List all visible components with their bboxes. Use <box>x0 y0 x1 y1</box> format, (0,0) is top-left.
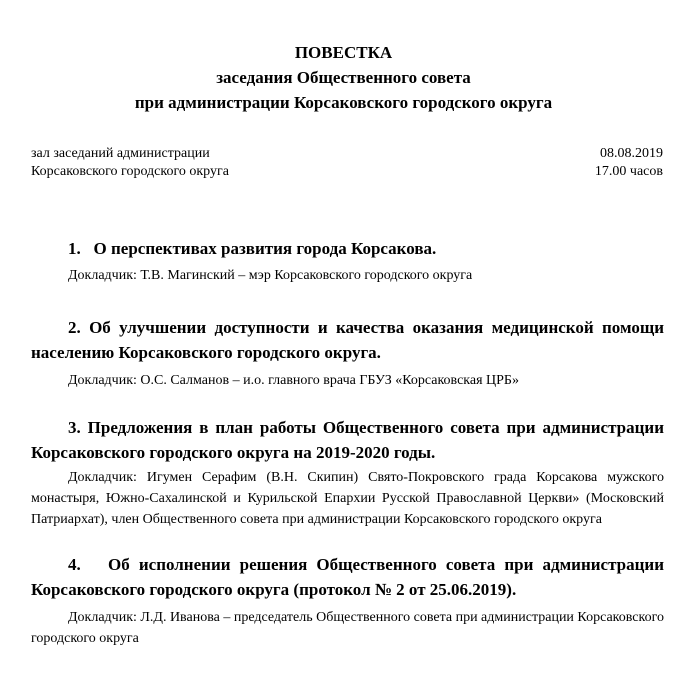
agenda-item <box>31 315 664 391</box>
meta-row-2 <box>31 163 663 181</box>
agenda-item-speaker: Докладчик: Т.В. Магинский – мэр Корсаковского городского округа <box>68 268 473 283</box>
agenda-item-title: 1. О перспективах развития города Корсакова. <box>68 239 437 258</box>
agenda-item-speaker: Докладчик: Игумен Серафим (В.Н. Скипин) Свято-Покровского града Корсакова мужского монастыря, Южно-Сахалинской и Курильской Епархии Русской Православной Церкви» (Московский Патриархат), член Общественного совета при администрации Корсаковского городского округа <box>31 470 664 527</box>
document-title <box>0 40 687 115</box>
agenda-item-speaker: Докладчик: О.С. Салманов – и.о. главного врача ГБУЗ «Корсаковская ЦРБ» <box>68 373 519 388</box>
agenda-item-title: 3. Предложения в план работы Общественного совета при администрации Корсаковского городского округа на 2019-2020 годы. <box>31 418 664 462</box>
title-line-2: заседания Общественного совета <box>216 68 471 87</box>
meeting-time: 17.00 часов <box>594 164 663 179</box>
title-line-3: при администрации Корсаковского городского округа <box>134 93 553 112</box>
agenda-item-title: 4. Об исполнении решения Общественного совета при администрации Корсаковского городского округа (протокол № 2 от 25.06.2019). <box>31 555 664 599</box>
meeting-date: 08.08.2019 <box>600 146 663 161</box>
meeting-place-line-2: Корсаковского городского округа <box>31 164 229 179</box>
agenda-item <box>31 236 664 286</box>
meeting-place-line-1: зал заседаний администрации <box>31 146 210 161</box>
agenda-item-speaker: Докладчик: Л.Д. Иванова – председатель Общественного совета при администрации Корсаковского городского округа <box>31 610 664 646</box>
meeting-details <box>31 145 663 181</box>
agenda-item <box>31 415 664 530</box>
meta-row-1 <box>31 145 663 163</box>
agenda-item-title: 2. Об улучшении доступности и качества оказания медицинской помощи населению Корсаковского городского округа. <box>31 318 664 362</box>
agenda-list <box>31 236 664 649</box>
title-line-1: ПОВЕСТКА <box>294 43 393 62</box>
agenda-item <box>31 552 664 649</box>
